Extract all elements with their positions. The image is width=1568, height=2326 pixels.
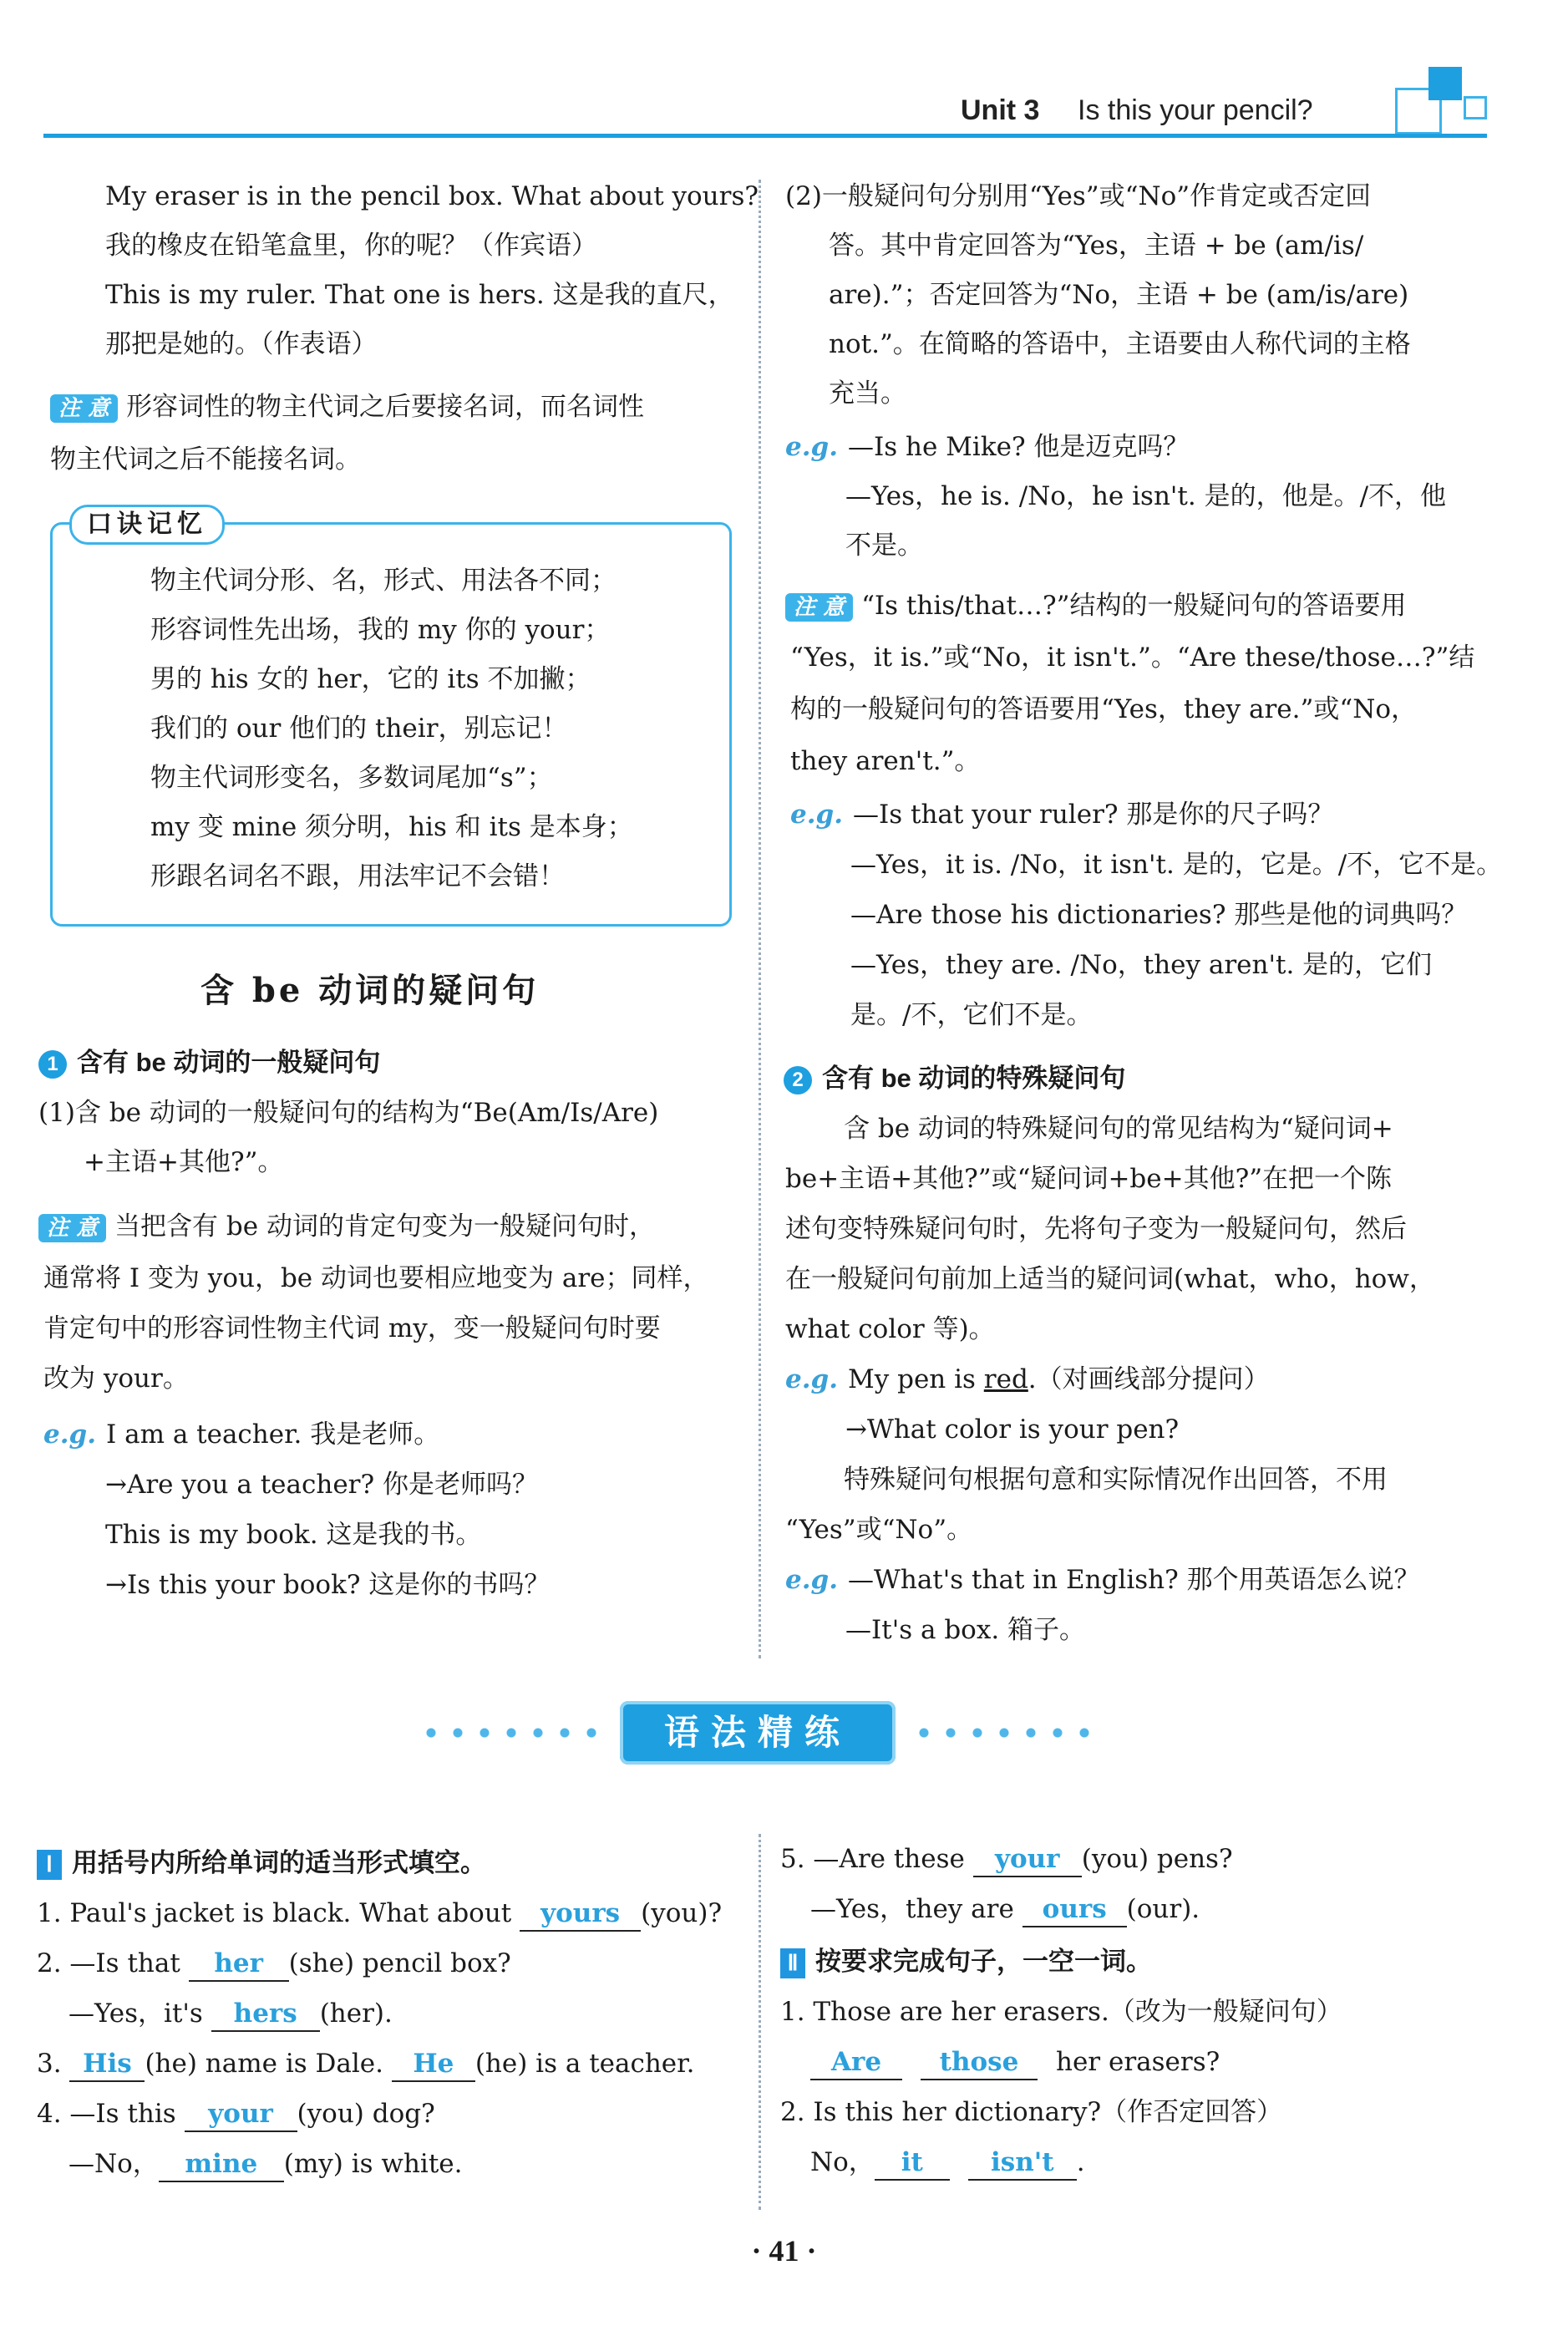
exercise-item [69,2147,463,2182]
answer-blank[interactable]: it [875,2146,950,2181]
question-text: 4. —Is this [37,2099,185,2129]
eg-label: e.g. [785,1565,838,1595]
answer-blank[interactable]: He [392,2047,475,2082]
eg-label: e.g. [790,800,843,830]
rule-text: 在一般疑问句前加上适当的疑问词(what，who，how， [785,1264,1435,1294]
note-text: 构的一般疑问句的答语要用“Yes，they are.”或“No， [790,694,1417,724]
example-text: .（对画线部分提问） [1028,1364,1270,1394]
example-text: —Are those his dictionaries? 那些是他的词典吗？ [850,900,1468,930]
note-text: 肯定句中的形容词性物主代词 my，变一般疑问句时要 [43,1313,661,1343]
mnemonic-line: 物主代词分形、名，形式、用法各不同； [150,566,617,596]
answer-blank[interactable]: ours [1022,1892,1127,1927]
example-text: →Is this your book? 这是你的书吗？ [105,1570,551,1600]
example-text: —Is he Mike? 他是迈克吗？ [847,432,1190,462]
exercise-instruction: 用括号内所给单词的适当形式填空。 [72,1848,486,1877]
note-text: 通常将 I 变为 you，be 动词也要相应地变为 are；同样， [43,1263,709,1293]
example-text: →Are you a teacher? 你是老师吗？ [105,1470,538,1500]
subsection-title: 含有 be 动词的特殊疑问句 [822,1064,1126,1093]
question-text: (our). [1126,1894,1200,1924]
exercise-heading [37,1846,486,1880]
note-block [50,390,644,424]
mnemonic-line: 形容词性先出场，我的 my 你的 your； [150,615,611,645]
underlined-word: red [983,1364,1028,1394]
rule-text: (1)含 be 动词的一般疑问句的结构为“Be(Am/Is/Are) [38,1098,659,1128]
exercise-item [780,1842,1233,1877]
exercise-instruction: 按要求完成句子，一空一词。 [815,1947,1152,1976]
example-text: My pen is [847,1364,984,1394]
question-text: (my) is white. [283,2149,463,2179]
roman-badge: Ⅰ [37,1850,62,1880]
question-text: —Yes，they are [810,1894,1022,1924]
question-text: . [1076,2147,1085,2177]
subsection-heading [38,1046,380,1079]
question-text: 3. [37,2049,70,2079]
exercise-item [810,2045,1220,2080]
eg-label: e.g. [785,1364,838,1394]
note-tag: 注 意 [38,1214,106,1242]
example-text: 那把是她的。（作表语） [105,329,378,359]
note-tag: 注 意 [785,593,853,622]
mnemonic-line: 物主代词形变名，多数词尾加“s”； [150,763,553,793]
page-number: · 41 · [751,2234,817,2268]
banner-dots-left [418,1728,610,1738]
exercise-item [37,1947,511,1982]
example-text: —Yes，they are. /No，they aren't. 是的，它们 [850,950,1433,980]
exercise-item: 1. Those are her erasers.（改为一般疑问句） [780,1997,1342,2027]
rule-text: are).”；否定回答为“No，主语 + be (am/is/are) [829,280,1409,310]
example-text: —Is that your ruler? 那是你的尺子吗？ [852,800,1334,830]
question-text: her erasers? [1056,2047,1220,2077]
page-header [0,0,1568,142]
example-text: 是。/不，它们不是。 [850,1000,1093,1030]
section-title: 含 be 动词的疑问句 [200,971,540,1010]
column-divider [759,180,761,1658]
example-line [785,1363,1270,1396]
example-text: My eraser is in the pencil box. What about yours? [105,181,759,211]
example-text: 我的橡皮在铅笔盒里，你的呢？（作宾语） [105,231,597,261]
question-text: (you) dog? [297,2099,435,2129]
note-tag: 注 意 [50,394,118,423]
banner [620,1701,896,1765]
banner-title: 语法精练 [663,1712,851,1753]
question-text: (you) pens? [1081,1844,1233,1874]
header-logo-icon [1395,67,1487,134]
roman-badge: Ⅱ [780,1948,805,1978]
subsection-title: 含有 be 动词的一般疑问句 [77,1048,381,1077]
rule-text: 含 be 动词的特殊疑问句的常见结构为“疑问词+ [844,1114,1393,1144]
subsection-heading [784,1062,1125,1095]
mnemonic-line: my 变 mine 须分明，his 和 its 是本身； [150,812,633,842]
note-block [38,1210,655,1243]
rule-text: 答。其中肯定回答为“Yes，主语 + be (am/is/ [829,231,1364,261]
mnemonic-line: 男的 his 女的 her，它的 its 不加撇； [150,664,591,694]
rule-text: what color 等)。 [785,1314,995,1344]
header-title: Is this your pencil? [1078,94,1313,126]
answer-blank[interactable]: Are [810,2045,902,2080]
answer-blank[interactable]: yours [520,1897,641,1932]
question-text: (he) name is Dale. [145,2049,392,2079]
answer-blank[interactable]: isn't [968,2146,1077,2181]
exercise-item [37,2097,435,2132]
rule-text: 述句变特殊疑问句时，先将句子变为一般疑问句，然后 [785,1214,1407,1244]
mnemonic-line: 我们的 our 他们的 their，别忘记！ [150,714,568,744]
question-text: (you)? [641,1898,723,1928]
rule-text: 特殊疑问句根据句意和实际情况作出回答，不用 [844,1465,1388,1495]
question-text: No， [810,2147,875,2177]
note-text: 形容词性的物主代词之后要接名词，而名词性 [126,392,645,422]
header-unit: Unit 3 [961,94,1040,126]
example-text: —What's that in English? 那个用英语怎么说？ [847,1565,1420,1595]
rule-text: 充当。 [829,378,906,409]
note-text: they aren't.”。 [790,746,981,776]
question-text: —Yes，it's [69,1998,211,2029]
example-text: 不是。 [845,531,923,561]
eg-label: e.g. [43,1419,96,1450]
example-text: I am a teacher. 我是老师。 [105,1419,440,1450]
question-text: (he) is a teacher. [474,2049,695,2079]
note-text: “Is this/that…?”结构的一般疑问句的答语要用 [861,591,1407,621]
example-text: —Yes，he is. /No，he isn't. 是的，他是。/不，他 [845,481,1447,511]
answer-blank[interactable]: your [185,2097,297,2132]
number-badge: 2 [784,1066,812,1094]
example-line [790,798,1333,831]
rule-text: be+主语+其他?”或“疑问词+be+其他?”在把一个陈 [785,1164,1393,1194]
example-text: →What color is your pen? [845,1414,1180,1445]
number-badge: 1 [38,1050,67,1079]
example-text: This is my book. 这是我的书。 [105,1520,482,1550]
mnemonic-line: 形跟名词名不跟，用法牢记不会错！ [150,861,565,891]
note-text: 物主代词之后不能接名词。 [50,444,361,475]
note-text: 改为 your。 [43,1364,189,1394]
example-line [785,1563,1420,1597]
question-text: 1. Paul's jacket is black. What about [37,1898,520,1928]
answer-blank[interactable]: her [189,1947,289,1982]
answer-blank[interactable]: your [973,1842,1082,1877]
banner-dots-right [911,1728,1103,1738]
note-text: 当把含有 be 动词的肯定句变为一般疑问句时， [114,1211,655,1242]
exercise-heading [780,1945,1152,1978]
example-text: This is my ruler. That one is hers. 这是我的直尺， [105,280,734,310]
rule-text: not.”。在简略的答语中，主语要由人称代词的主格 [829,329,1411,359]
note-text: “Yes，it is.”或“No，it isn't.”。“Are these/those…?”结 [790,642,1475,673]
example-text: —Yes，it is. /No，it isn't. 是的，它是。/不，它不是。 [850,850,1503,880]
example-line [785,430,1189,464]
rule-text: (2)一般疑问句分别用“Yes”或“No”作肯定或否定回 [785,181,1372,211]
exercise-item [810,1892,1200,1927]
example-text: —It's a box. 箱子。 [845,1615,1086,1645]
header-rule [43,134,1487,138]
exercise-item [810,2146,1085,2181]
note-block [785,589,1406,622]
eg-label: e.g. [785,432,838,462]
mnemonic-title: 口诀记忆 [69,505,225,545]
question-text: (her). [319,1998,393,2029]
answer-blank[interactable]: hers [211,1997,320,2032]
exercise-item [37,1897,722,1932]
column-divider-bottom [759,1834,761,2210]
question-text: 2. —Is that [37,1948,189,1978]
question-text: 5. —Are these [780,1844,973,1874]
rule-text: +主语+其他?”。 [84,1147,284,1177]
answer-blank[interactable]: mine [159,2147,284,2182]
exercise-item [69,1997,393,2032]
question-text: —No， [69,2149,159,2179]
exercise-item [37,2047,694,2082]
question-text: (she) pencil box? [288,1948,511,1978]
example-line [43,1418,439,1451]
rule-text: “Yes”或“No”。 [785,1515,973,1545]
answer-blank[interactable]: His [69,2047,145,2082]
answer-blank[interactable]: those [921,2045,1038,2080]
exercise-item: 2. Is this her dictionary?（作否定回答） [780,2097,1283,2127]
